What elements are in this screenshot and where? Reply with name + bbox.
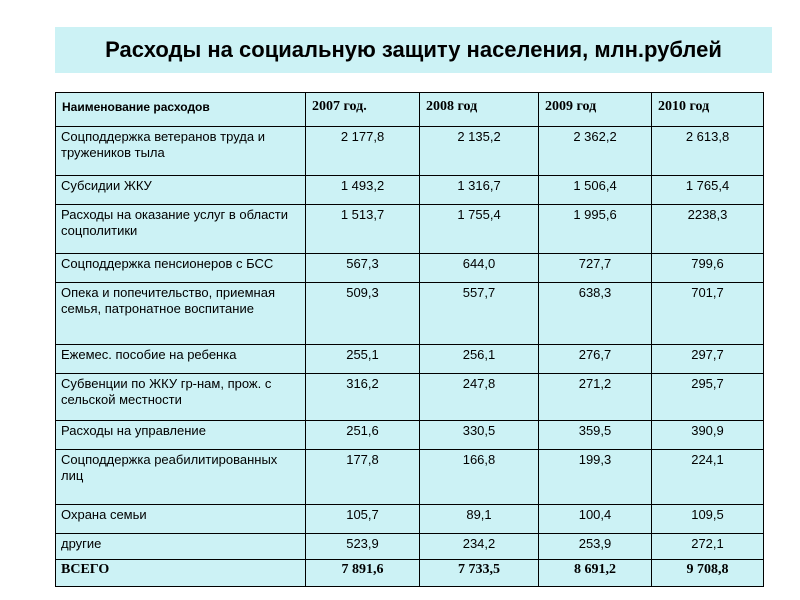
- table-cell: 105,7: [306, 505, 420, 534]
- table-cell: 644,0: [420, 254, 539, 283]
- table-cell: 100,4: [539, 505, 652, 534]
- table-row: [56, 205, 764, 254]
- total-cell: 8 691,2: [539, 560, 652, 587]
- table-cell: 224,1: [652, 450, 764, 505]
- table-cell: 638,3: [539, 283, 652, 345]
- row-label: Охрана семьи: [56, 505, 306, 534]
- row-label: Ежемес. пособие на ребенка: [56, 345, 306, 374]
- row-label: Расходы на оказание услуг в области соцполитики: [56, 205, 306, 254]
- table-cell: 1 316,7: [420, 176, 539, 205]
- table-cell: 390,9: [652, 421, 764, 450]
- table-cell: 247,8: [420, 374, 539, 421]
- table-cell: 199,3: [539, 450, 652, 505]
- table-cell: 330,5: [420, 421, 539, 450]
- table-cell: 2 177,8: [306, 127, 420, 176]
- table-cell: 2 613,8: [652, 127, 764, 176]
- table-cell: 523,9: [306, 534, 420, 560]
- column-header-2009: 2009 год: [539, 93, 652, 127]
- table-row: [56, 450, 764, 505]
- table-cell: 166,8: [420, 450, 539, 505]
- column-header-2008: 2008 год: [420, 93, 539, 127]
- column-header-2010: 2010 год: [652, 93, 764, 127]
- table-cell: 272,1: [652, 534, 764, 560]
- total-cell: 7 733,5: [420, 560, 539, 587]
- total-label: ВСЕГО: [56, 560, 306, 587]
- table-cell: 177,8: [306, 450, 420, 505]
- table-cell: 276,7: [539, 345, 652, 374]
- table-row: [56, 374, 764, 421]
- table-row: [56, 176, 764, 205]
- page-title: Расходы на социальную защиту населения, млн.рублей: [55, 27, 772, 73]
- expenses-table: [55, 92, 764, 587]
- table-header-row: [56, 93, 764, 127]
- table-cell: 2238,3: [652, 205, 764, 254]
- table-cell: 109,5: [652, 505, 764, 534]
- table-row: [56, 345, 764, 374]
- row-label: Соцподдержка ветеранов труда и тружеников тыла: [56, 127, 306, 176]
- table-cell: 567,3: [306, 254, 420, 283]
- total-cell: 9 708,8: [652, 560, 764, 587]
- row-label: Опека и попечительство, приемная семья, патронатное воспитание: [56, 283, 306, 345]
- table-cell: 1 493,2: [306, 176, 420, 205]
- table-cell: 1 995,6: [539, 205, 652, 254]
- row-label: другие: [56, 534, 306, 560]
- table-cell: 1 755,4: [420, 205, 539, 254]
- table-cell: 359,5: [539, 421, 652, 450]
- table-cell: 234,2: [420, 534, 539, 560]
- table-cell: 701,7: [652, 283, 764, 345]
- table-cell: 255,1: [306, 345, 420, 374]
- table-row: [56, 283, 764, 345]
- table-cell: 1 506,4: [539, 176, 652, 205]
- row-label: Соцподдержка пенсионеров с БСС: [56, 254, 306, 283]
- row-label: Субсидии ЖКУ: [56, 176, 306, 205]
- table-cell: 509,3: [306, 283, 420, 345]
- table-row: [56, 534, 764, 560]
- table-cell: 557,7: [420, 283, 539, 345]
- table-cell: 316,2: [306, 374, 420, 421]
- table-cell: 727,7: [539, 254, 652, 283]
- table-cell: 295,7: [652, 374, 764, 421]
- table-cell: 89,1: [420, 505, 539, 534]
- column-header-name: Наименование расходов: [56, 93, 306, 127]
- total-cell: 7 891,6: [306, 560, 420, 587]
- table-row: [56, 421, 764, 450]
- table-cell: 256,1: [420, 345, 539, 374]
- row-label: Расходы на управление: [56, 421, 306, 450]
- table-row: [56, 127, 764, 176]
- table-cell: 799,6: [652, 254, 764, 283]
- column-header-2007: 2007 год.: [306, 93, 420, 127]
- table-cell: 2 362,2: [539, 127, 652, 176]
- table-cell: 1 513,7: [306, 205, 420, 254]
- table-cell: 253,9: [539, 534, 652, 560]
- table-cell: 251,6: [306, 421, 420, 450]
- table-cell: 297,7: [652, 345, 764, 374]
- table-cell: 2 135,2: [420, 127, 539, 176]
- table-cell: 271,2: [539, 374, 652, 421]
- table-row: [56, 505, 764, 534]
- row-label: Субвенции по ЖКУ гр-нам, прож. с сельской местности: [56, 374, 306, 421]
- total-row: [56, 560, 764, 587]
- table-cell: 1 765,4: [652, 176, 764, 205]
- row-label: Соцподдержка реабилитированных лиц: [56, 450, 306, 505]
- table-row: [56, 254, 764, 283]
